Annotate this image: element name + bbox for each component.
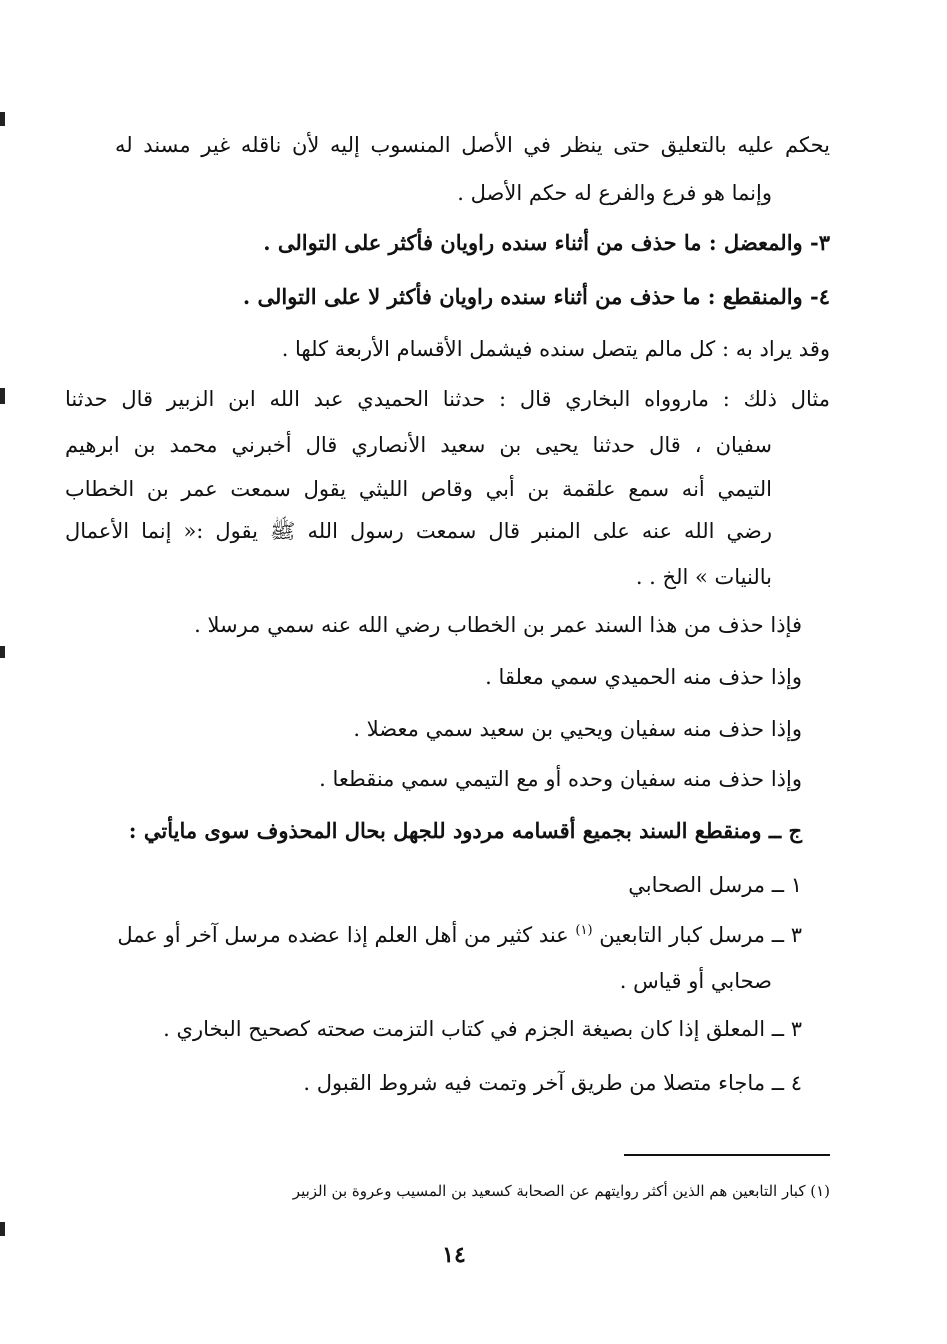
body-line-11: فإذا حذف من هذا السند عمر بن الخطاب رضي الله عنه سمي مرسلا .: [194, 613, 802, 637]
scan-edge-mark: [0, 112, 5, 126]
footnote-text: (١) كبار التابعين هم الذين أكثر روايتهم عن الصحابة كسعيد بن المسيب وعروة بن الزبير: [292, 1182, 830, 1200]
example-line-4: رضي الله عنه على المنبر قال سمعت رسول الله ﷺ يقول :« إنما الأعمال: [65, 519, 772, 543]
section-jim-heading: ج ــ ومنقطع السند بجميع أقسامه مردود للجهل بحال المحذوف سوى مايأتي :: [128, 818, 802, 843]
exception-1: ١ ــ مرسل الصحابي: [628, 873, 802, 897]
item-4-munqati: ٤- والمنقطع : ما حذف من أثناء سنده راويان فأكثر لا على التوالى .: [242, 284, 830, 309]
exception-3: ٣ ــ المعلق إذا كان بصيغة الجزم في كتاب التزمت صحته كصحيح البخاري .: [163, 1017, 802, 1041]
body-line-5: وقد يراد به : كل مالم يتصل سنده فيشمل الأقسام الأربعة كلها .: [281, 337, 830, 361]
exception-2-continued: صحابي أو قياس .: [619, 969, 772, 993]
example-line-1: مثال ذلك : ماروواه البخاري قال : حدثنا الحميدي عبد الله ابن الزبير قال حدثنا: [65, 387, 830, 411]
item-3-mudal: ٣- والمعضل : ما حذف من أثناء سنده راويان فأكثر على التوالى .: [263, 230, 830, 255]
footnote-reference: (١): [575, 923, 593, 938]
exception-2-end: عند كثير من أهل العلم إذا عضده مرسل آخر أو عمل: [117, 923, 569, 947]
exception-2-start: ٣ ــ مرسل كبار التابعين: [599, 923, 802, 947]
body-line-12: وإذا حذف منه الحميدي سمي معلقا .: [485, 665, 802, 689]
body-line-14: وإذا حذف منه سفيان وحده أو مع التيمي سمي منقطعا .: [319, 767, 802, 791]
example-line-2: سفيان ، قال حدثنا يحيى بن سعيد الأنصاري قال أخبرني محمد بن ابرهيم: [65, 433, 772, 457]
exception-2: [66, 920, 802, 950]
footnote-separator: [624, 1154, 830, 1156]
exception-4: ٤ ــ ماجاء متصلا من طريق آخر وتمت فيه شروط القبول .: [303, 1071, 802, 1095]
example-line-5: بالنيات » الخ . .: [635, 565, 772, 589]
scan-edge-mark: [0, 646, 5, 658]
body-line-2: وإنما هو فرع والفرع له حكم الأصل .: [457, 181, 772, 205]
body-line-13: وإذا حذف منه سفيان ويحيي بن سعيد سمي معضلا .: [353, 717, 802, 741]
scan-edge-mark: [0, 388, 5, 404]
page-number: ١٤: [442, 1242, 466, 1268]
example-line-3: التيمي أنه سمع علقمة بن أبي وقاص الليثي يقول سمعت عمر بن الخطاب: [65, 477, 772, 501]
body-line-1: يحكم عليه بالتعليق حتى ينظر في الأصل المنسوب إليه لأن ناقله غير مسند له: [115, 133, 830, 157]
scan-edge-mark: [0, 1222, 5, 1236]
